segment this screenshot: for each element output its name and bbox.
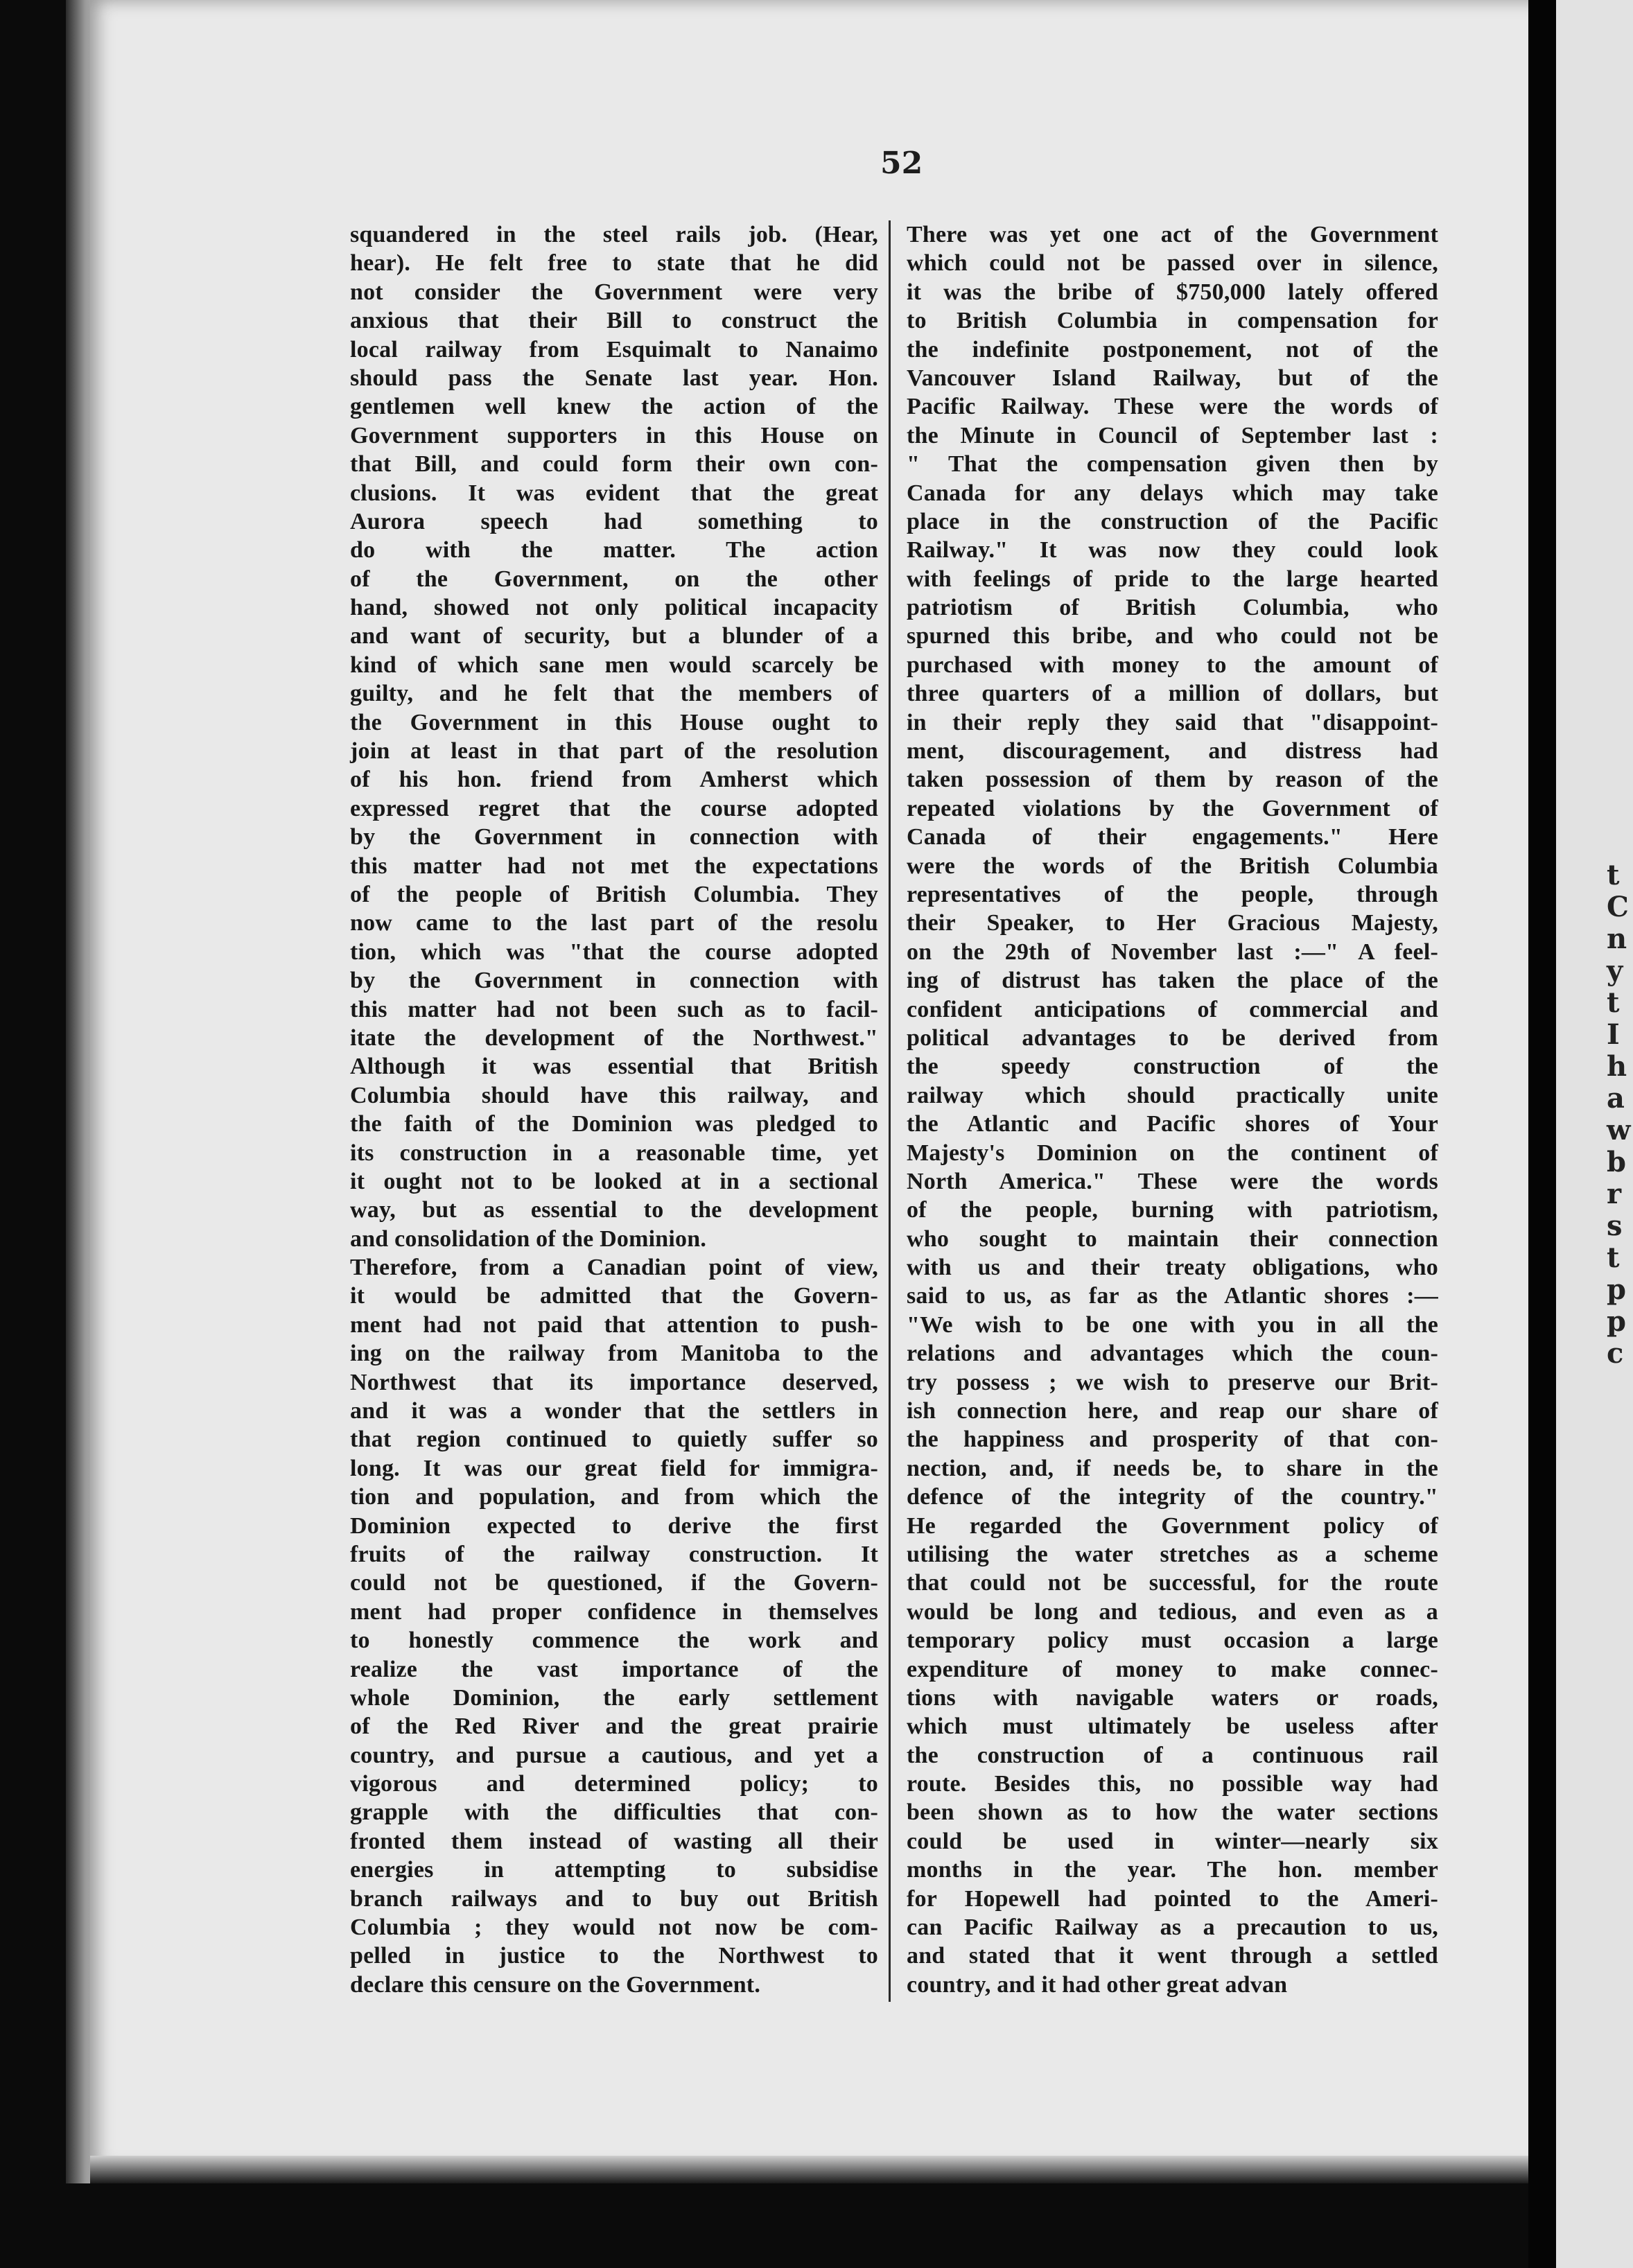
right-column [907, 220, 1438, 1999]
next-page-letter: t [1607, 859, 1620, 891]
text-line: their Speaker, to Her Gracious Majesty, [907, 910, 1438, 936]
next-page-letter: a [1607, 1082, 1625, 1115]
text-line: that region continued to quietly suffer so [350, 1427, 878, 1453]
text-line: itate the development of the Northwest." [350, 1024, 878, 1051]
text-line: do with the matter. The action [350, 537, 878, 564]
text-line: "We wish to be one with you in all the [907, 1311, 1438, 1338]
next-page-letter: I [1607, 1018, 1620, 1051]
text-line: could be used in winter—nearly six [907, 1828, 1438, 1854]
text-line: squandered in the steel rails job. (Hear, [350, 222, 878, 247]
text-line: the Atlantic and Pacific shores of Your [907, 1111, 1438, 1137]
text-line: ing of distrust has taken the place of the [907, 968, 1438, 994]
next-page-letter: s [1607, 1210, 1623, 1242]
text-line: try possess ; we wish to preserve our Brit- [907, 1369, 1438, 1395]
text-line: would be long and tedious, and even as a [907, 1598, 1438, 1625]
text-line: of his hon. friend from Amherst which [350, 767, 878, 793]
text-line: tions with navigable waters or roads, [907, 1684, 1438, 1711]
text-line: grapple with the difficulties that con- [350, 1799, 878, 1826]
text-line: energies in attempting to subsidise [350, 1857, 878, 1883]
text-line: it would be admitted that the Govern- [350, 1283, 878, 1309]
text-line: which must ultimately be useless after [907, 1713, 1438, 1740]
text-line: the indefinite postponement, not of the [907, 336, 1438, 363]
text-line: Canada for any delays which may take [907, 480, 1438, 506]
text-line: taken possession of them by reason of the [907, 767, 1438, 793]
text-line: Pacific Railway. These were the words of [907, 394, 1438, 420]
text-line: Columbia should have this railway, and [350, 1082, 878, 1108]
text-line: tion and population, and from which the [350, 1484, 878, 1510]
text-line: declare this censure on the Government. [350, 1971, 761, 1998]
text-line: expenditure of money to make connec- [907, 1656, 1438, 1682]
next-page-letter: h [1607, 1050, 1627, 1083]
next-page-letter: n [1607, 923, 1627, 955]
text-line: can Pacific Railway as a precaution to us, [907, 1914, 1438, 1941]
text-line: political advantages to be derived from [907, 1024, 1438, 1051]
text-line: the speedy construction of the [907, 1054, 1438, 1080]
text-line: ment, discouragement, and distress had [907, 738, 1438, 765]
next-page-letter: c [1607, 1337, 1624, 1370]
text-line: Although it was essential that British [350, 1054, 878, 1080]
text-line: He regarded the Government policy of [907, 1512, 1438, 1539]
text-line: of the Red River and the great prairie [350, 1713, 878, 1740]
text-line: fruits of the railway construction. It [350, 1541, 878, 1567]
next-page-letters [1607, 860, 1633, 1370]
show-through-text [353, 1985, 1435, 2006]
text-line: place in the construction of the Pacific [907, 508, 1438, 534]
text-line: of the people, burning with patriotism, [907, 1197, 1438, 1223]
text-line: could not be questioned, if the Govern- [350, 1570, 878, 1596]
text-line: it was the bribe of $750,000 lately offered [907, 279, 1438, 305]
text-line: ment had proper confidence in themselves [350, 1598, 878, 1625]
text-line: representatives of the people, through [907, 881, 1438, 907]
text-line: repeated violations by the Government of [907, 795, 1438, 821]
text-line: and consolidation of the Dominion. [350, 1225, 707, 1252]
text-line: " That the compensation given then by [907, 451, 1438, 478]
text-line: this matter had not been such as to facil- [350, 996, 878, 1022]
next-page-letter: p [1607, 1305, 1626, 1338]
text-line: of the people of British Columbia. They [350, 881, 878, 907]
text-line: kind of which sane men would scarcely be [350, 652, 878, 678]
text-line: ish connection here, and reap our share of [907, 1398, 1438, 1424]
text-line: fronted them instead of wasting all their [350, 1828, 878, 1854]
text-line: it ought not to be looked at in a sectional [350, 1168, 878, 1194]
text-line: Majesty's Dominion on the continent of [907, 1140, 1438, 1166]
right-gutter [1528, 0, 1556, 2268]
text-line: by the Government in connection with [350, 824, 878, 850]
text-line: that Bill, and could form their own con- [350, 451, 878, 478]
text-line: guilty, and he felt that the members of [350, 681, 878, 707]
text-line: Columbia ; they would not now be com- [350, 1914, 878, 1941]
text-line: clusions. It was evident that the great [350, 480, 878, 506]
text-line: the happiness and prosperity of that con- [907, 1427, 1438, 1453]
text-line: route. Besides this, no possible way had [907, 1771, 1438, 1797]
page-bottom-shadow [90, 2156, 1539, 2183]
text-line: Therefore, from a Canadian point of view, [350, 1255, 878, 1281]
text-line: Aurora speech had something to [350, 508, 878, 534]
text-line: the Government in this House ought to [350, 709, 878, 735]
text-line: for Hopewell had pointed to the Ameri- [907, 1885, 1438, 1912]
text-line: and want of security, but a blunder of a [350, 623, 878, 649]
text-line: were the words of the British Columbia [907, 853, 1438, 879]
text-line: with us and their treaty obligations, who [907, 1255, 1438, 1281]
text-line: Government supporters in this House on [350, 422, 878, 448]
text-line: ment had not paid that attention to push- [350, 1311, 878, 1338]
text-line: local railway from Esquimalt to Nanaimo [350, 336, 878, 363]
text-line: should pass the Senate last year. Hon. [350, 365, 878, 391]
text-line: by the Government in connection with [350, 968, 878, 994]
page-number: 52 [880, 146, 923, 181]
text-line: three quarters of a million of dollars, but [907, 681, 1438, 707]
next-page-letter: y [1607, 954, 1623, 987]
text-line: patriotism of British Columbia, who [907, 595, 1438, 621]
text-line: on the 29th of November last :—" A feel- [907, 939, 1438, 965]
text-line: anxious that their Bill to construct the [350, 308, 878, 334]
text-line: tion, which was "that the course adopted [350, 939, 878, 965]
text-line: the faith of the Dominion was pledged to [350, 1111, 878, 1137]
text-line: railway which should practically unite [907, 1082, 1438, 1108]
text-line: whole Dominion, the early settlement [350, 1684, 878, 1711]
text-line: join at least in that part of the resolution [350, 738, 878, 765]
text-line: country, and it had other great advan [907, 1971, 1288, 1998]
next-page-letter: t [1607, 986, 1620, 1019]
text-line: way, but as essential to the development [350, 1197, 878, 1223]
text-line: defence of the integrity of the country." [907, 1484, 1438, 1510]
text-line: been shown as to how the water sections [907, 1799, 1438, 1826]
left-column [350, 220, 878, 1999]
text-line: country, and pursue a cautious, and yet a [350, 1742, 878, 1768]
next-page-letter: p [1607, 1273, 1626, 1306]
text-line: long. It was our great field for immigra- [350, 1455, 878, 1481]
text-line: There was yet one act of the Government [907, 222, 1438, 247]
next-page-letter: C [1607, 891, 1629, 923]
text-line: vigorous and determined policy; to [350, 1771, 878, 1797]
text-line: temporary policy must occasion a large [907, 1628, 1438, 1654]
text-line: to British Columbia in compensation for [907, 308, 1438, 334]
next-page-letter: t [1607, 1241, 1620, 1274]
text-line: now came to the last part of the resolu [350, 910, 878, 936]
text-line: realize the vast importance of the [350, 1656, 878, 1682]
text-line: that could not be successful, for the route [907, 1570, 1438, 1596]
text-line: purchased with money to the amount of [907, 652, 1438, 678]
text-line: Canada of their engagements." Here [907, 824, 1438, 850]
text-line: its construction in a reasonable time, yet [350, 1140, 878, 1166]
text-line: months in the year. The hon. member [907, 1857, 1438, 1883]
text-line: in their reply they said that "disappoint- [907, 709, 1438, 735]
text-line: not consider the Government were very [350, 279, 878, 305]
text-line: Vancouver Island Railway, but of the [907, 365, 1438, 391]
text-line: utilising the water stretches as a scheme [907, 1541, 1438, 1567]
text-line: confident anticipations of commercial and [907, 996, 1438, 1022]
text-line: this matter had not met the expectations [350, 853, 878, 879]
column-rule [889, 220, 891, 2002]
text-line: gentlemen well knew the action of the [350, 394, 878, 420]
text-line: expressed regret that the course adopted [350, 795, 878, 821]
text-line: nection, and, if needs be, to share in the [907, 1455, 1438, 1481]
text-line: North America." These were the words [907, 1168, 1438, 1194]
text-line: hand, showed not only political incapacity [350, 595, 878, 621]
text-line: who sought to maintain their connection [907, 1225, 1438, 1252]
text-line: the Minute in Council of September last : [907, 422, 1438, 448]
next-page-letter: b [1607, 1146, 1626, 1178]
text-line: ing on the railway from Manitoba to the [350, 1341, 878, 1367]
next-page-letter: r [1607, 1178, 1622, 1210]
text-line: and it was a wonder that the settlers in [350, 1398, 878, 1424]
text-line: pelled in justice to the Northwest to [350, 1943, 878, 1969]
text-line: relations and advantages which the coun- [907, 1341, 1438, 1367]
text-line: said to us, as far as the Atlantic shores :— [907, 1283, 1438, 1309]
text-line: Railway." It was now they could look [907, 537, 1438, 564]
text-line: hear). He felt free to state that he did [350, 250, 878, 277]
text-line: branch railways and to buy out British [350, 1885, 878, 1912]
text-line: to honestly commence the work and [350, 1628, 878, 1654]
text-line: and stated that it went through a settled [907, 1943, 1438, 1969]
text-line: Dominion expected to derive the first [350, 1512, 878, 1539]
text-line: with feelings of pride to the large hearted [907, 566, 1438, 592]
text-line: of the Government, on the other [350, 566, 878, 592]
text-line: the construction of a continuous rail [907, 1742, 1438, 1768]
text-line: spurned this bribe, and who could not be [907, 623, 1438, 649]
text-line: which could not be passed over in silence, [907, 250, 1438, 277]
next-page-letter: w [1607, 1114, 1631, 1146]
text-line: Northwest that its importance deserved, [350, 1369, 878, 1395]
